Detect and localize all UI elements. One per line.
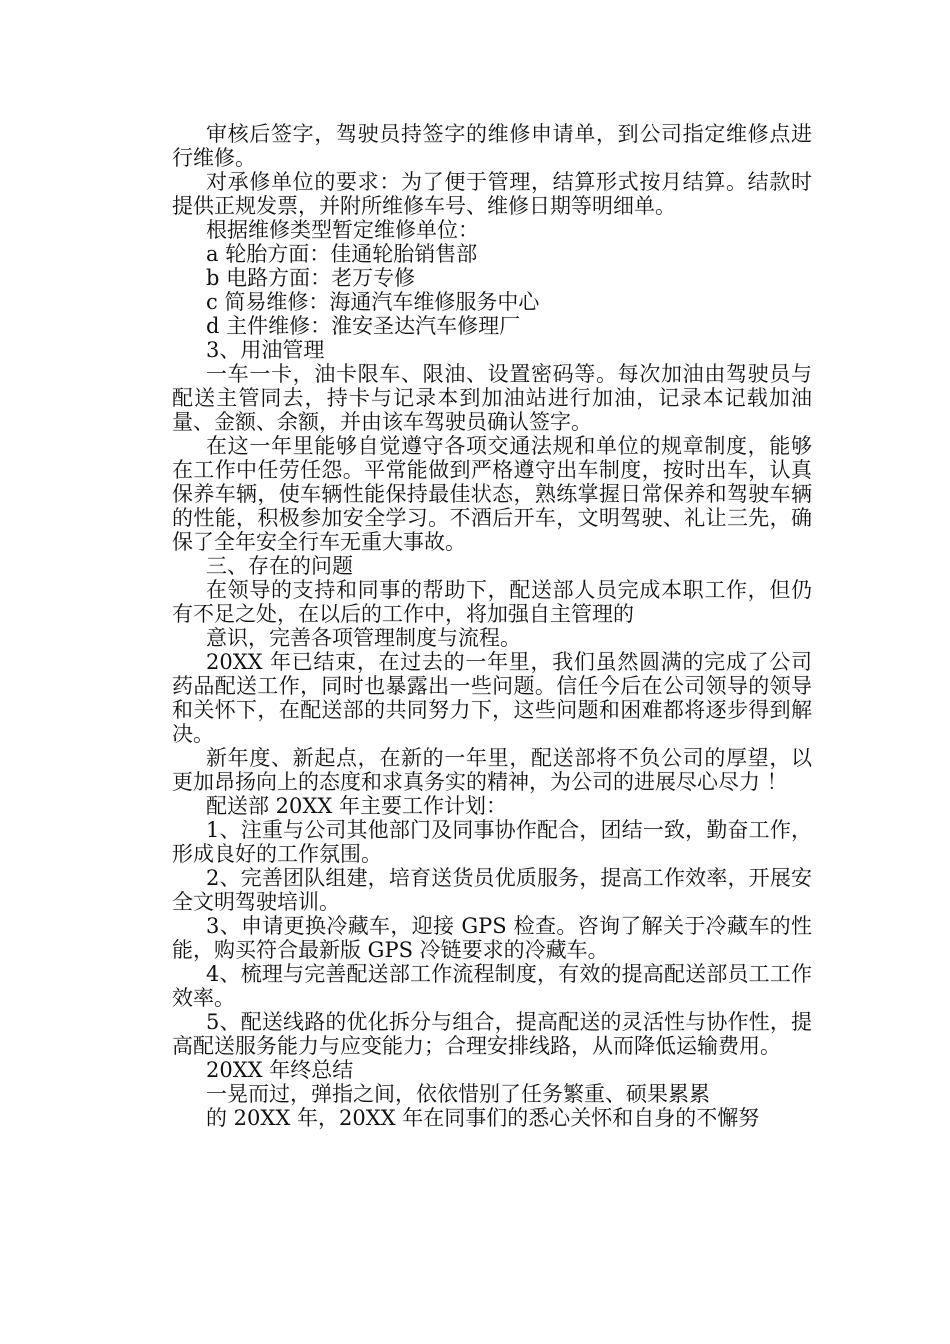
plan-item-5: 5、配送线路的优化拆分与组合，提高配送的灵活性与协作性，提高配送服务能力与应变能力；合理安排线路，从而降低运输费用。 [172,1010,812,1058]
list-item-tires: a 轮胎方面：佳通轮胎销售部 [206,242,478,266]
plan-item-1: 1、注重与公司其他部门及同事协作配合，团结一致，勤奋工作，形成良好的工作氛围。 [172,818,812,866]
paragraph-new-year: 新年度、新起点，在新的一年里，配送部将不负公司的厚望，以更加昂扬向上的态度和求真务实的精神，为公司的进展尽心尽力 ！ [172,746,812,794]
paragraph-safety-record: 在这一年里能够自觉遵守各项交通法规和单位的规章制度，能够在工作中任劳任怨。平常能做到严格遵守出车制度，按时出车，认真保养车辆，使车辆性能保持最佳状态，熟练掌握日常保养和驾驶车辆的性能，积极参加安全学习。不酒后开车，文明驾驶、礼让三先，确保了全年安全行车无重大事故。 [172,434,812,554]
list-item-major-repair: d 主件维修：淮安圣达汽车修理厂 [206,314,521,338]
paragraph-year-end: 20XX 年已结束，在过去的一年里，我们虽然圆满的完成了公司药品配送工作，同时也暴露出一些问题。信任今后在公司领导的领导和关怀下，在配送部的共同努力下，这些问题和困难都将逐步得到解决。 [172,650,812,746]
plan-item-4: 4、梳理与完善配送部工作流程制度，有效的提高配送部员工工作效率。 [172,962,812,1010]
section-heading-summary: 20XX 年终总结 [206,1058,354,1082]
document-body [172,122,812,1130]
section-heading-problems: 三、存在的问题 [206,554,353,578]
list-item-electrical: b 电路方面：老万专修 [206,266,416,290]
paragraph-repair-unit-requirements: 对承修单位的要求：为了便于管理，结算形式按月结算。结款时提供正规发票，并附所维修车号、维修日期等明细单。 [172,170,812,218]
plan-item-3: 3、申请更换冷藏车，迎接 GPS 检查。咨询了解关于冷藏车的性能，购买符合最新版 GPS 冷链要求的冷藏车。 [172,914,812,962]
paragraph-support: 在领导的支持和同事的帮助下，配送部人员完成本职工作，但仍有不足之处，在以后的工作中，将加强自主管理的 [172,578,812,626]
list-item-simple-repair: c 简易维修：海通汽车维修服务中心 [206,290,540,314]
paragraph-awareness: 意识，完善各项管理制度与流程。 [206,626,521,650]
section-heading-fuel: 3、用油管理 [206,338,325,362]
paragraph-repair-signing: 审核后签字，驾驶员持签字的维修申请单，到公司指定维修点进行维修。 [172,122,812,170]
plan-item-2: 2、完善团队组建，培育送货员优质服务，提高工作效率，开展安全文明驾驶培训。 [172,866,812,914]
paragraph-summary-line-1: 一晃而过，弹指之间，依依惜别了任务繁重、硕果累累 [206,1082,710,1106]
paragraph-summary-line-2: 的 20XX 年，20XX 年在同事们的悉心关怀和自身的不懈努 [206,1106,760,1130]
section-heading-work-plan: 配送部 20XX 年主要工作计划： [206,794,507,818]
paragraph-fuel-management: 一车一卡，油卡限车、限油、设置密码等。每次加油由驾驶员与配送主管同去，持卡与记录本到加油站进行加油，记录本记载加油量、金额、余额，并由该车驾驶员确认签字。 [172,362,812,434]
paragraph-repair-units-heading: 根据维修类型暂定维修单位： [206,218,479,242]
